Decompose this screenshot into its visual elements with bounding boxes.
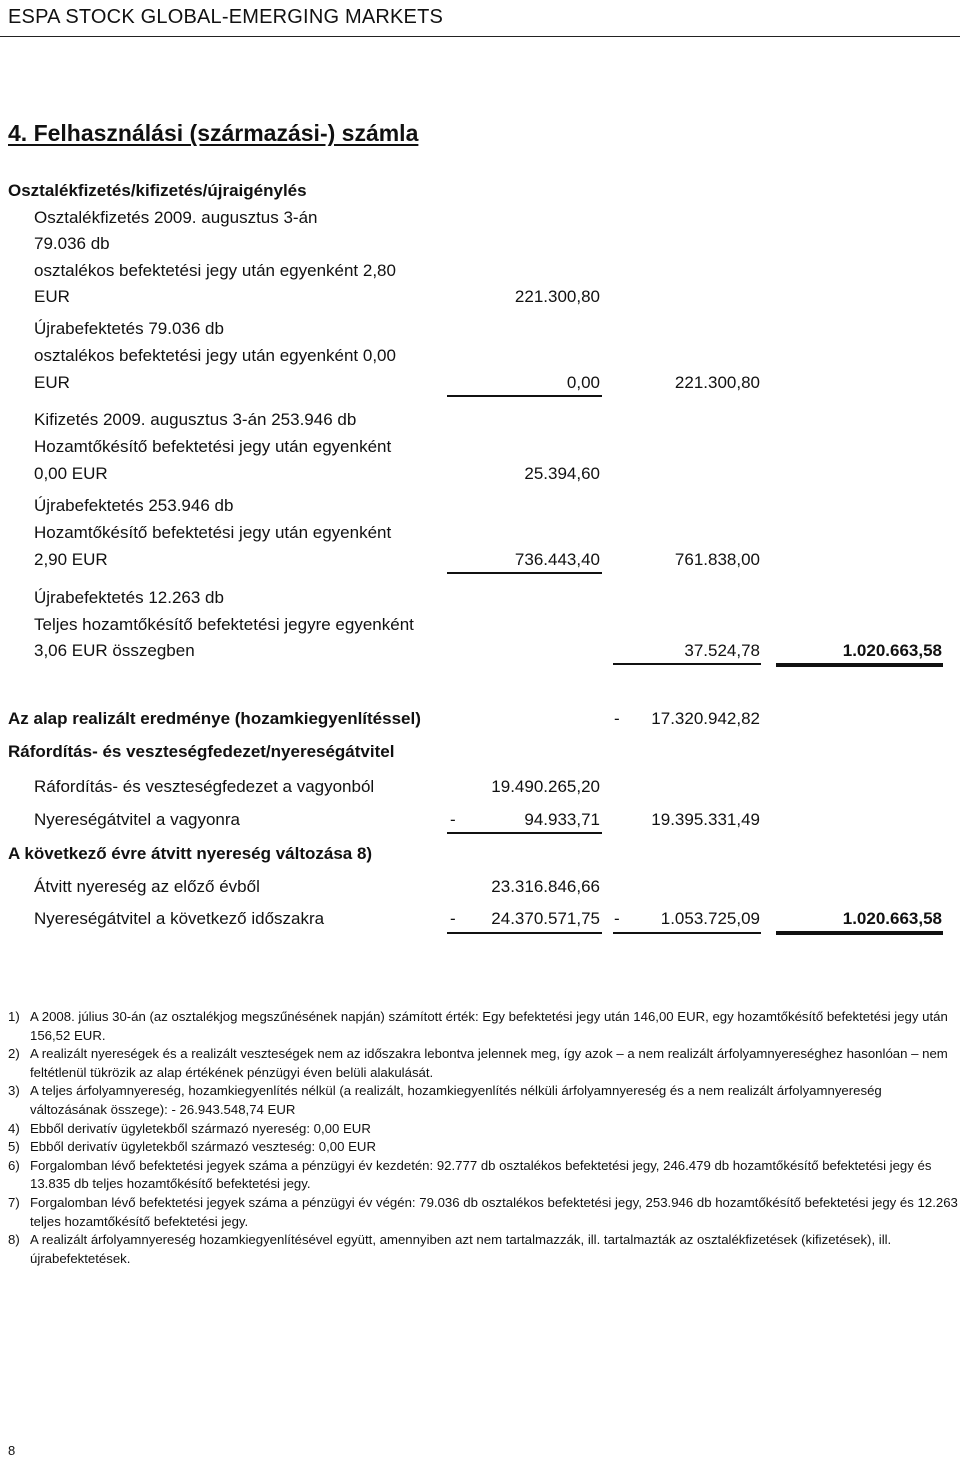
footnote-number: 1) [8,1009,20,1024]
total-rule [776,931,943,935]
footnote-number: 6) [8,1157,20,1173]
dividend-b3-line3: 0,00 EUR [34,464,108,483]
footnote [8,1082,958,1119]
dividend-b4-line3: 2,90 EUR [34,550,108,569]
dividend-b3-value: 25.394,60 [524,464,600,483]
expense-row2-total: 19.395.331,49 [651,810,760,829]
dividend-b4-line2: Hozamtőkésítő befektetési jegy után egyenként [34,523,392,542]
subtotal-rule [447,832,602,834]
dividend-b4-line1: Újrabefektetés 253.946 db [34,496,234,515]
footnote [8,1138,958,1157]
dividend-heading: Osztalékfizetés/kifizetés/újraigénylés [8,181,307,200]
footnote [8,1157,958,1194]
header-divider [0,36,960,37]
subtotal-rule [447,932,602,934]
page-number: 8 [8,1443,16,1458]
dividend-b2-value: 0,00 [566,373,600,392]
subtotal-rule [613,932,761,934]
dividend-b3-line1: Kifizetés 2009. augusztus 3-án 253.946 db [34,410,357,429]
dividend-b3-line2: Hozamtőkésítő befektetési jegy után egyenként [34,437,392,456]
dividend-b5-line1: Újrabefektetés 12.263 db [34,588,224,607]
expense-row1-value: 19.490.265,20 [491,777,600,796]
dividend-b1-value: 221.300,80 [514,287,600,306]
footnote-number: 5) [8,1139,20,1155]
expense-row1-label: Ráfordítás- és veszteségfedezet a vagyonból [34,777,375,796]
footnote-text: Ebből derivatív ügyletekből származó nyereség: 0,00 EUR [30,1120,371,1136]
dividend-b2-line3: EUR [34,373,70,392]
expense-heading: Ráfordítás- és veszteségfedezet/nyereségátvitel [8,742,395,761]
footnote-number: 8) [8,1232,20,1248]
dividend-b5-line3: 3,06 EUR összegben [34,641,195,660]
subtotal-rule [447,395,602,397]
next-row2-value: 24.370.571,75 [491,909,600,928]
subtotal-rule [613,663,761,665]
footnote [8,1231,958,1268]
result-value: 17.320.942,82 [651,709,760,728]
footnote-text: A 2008. július 30-án (az osztalékjog megszűnésének napján) számított érték: Egy befektetési jegy után 146,00 EUR, egy hozamtőkésítő befektetési jegy után 156,52 EUR. [30,1009,948,1043]
dividend-b4-total: 761.838,00 [674,550,760,569]
footnote-number: 3) [8,1083,20,1099]
dividend-b2-line2: osztalékos befektetési jegy után egyenként 0,00 [34,346,396,365]
dividend-b2-line1: Újrabefektetés 79.036 db [34,319,224,338]
subtotal-rule [447,572,602,574]
dividend-b1-line1: Osztalékfizetés 2009. augusztus 3-án [34,208,318,227]
footnote-text: Forgalomban lévő befektetési jegyek száma a pénzügyi év végén: 79.036 db osztalékos befektetési jegy, 253.946 db hozamtőkésítő befektetési jegy és 12.263 teljes hozamtőkésítő befektetési jegy. [30,1194,958,1229]
expense-row2-label: Nyereségátvitel a vagyonra [34,810,241,829]
next-row2-total: 1.053.725,09 [660,909,760,928]
dividend-b2-total: 221.300,80 [674,373,760,392]
footnote-number: 4) [8,1120,20,1136]
footnote-text: A realizált nyereségek és a realizált veszteségek nem az időszakra lebontva jelennek meg, így azok – a nem realizált árfolyamnyereséghez hasonlóan – nem feltétlenül tükrözik az alap értékének pénzügyi éven belüli alakulását. [30,1046,948,1080]
footnote-text: Forgalomban lévő befektetési jegyek száma a pénzügyi év kezdetén: 92.777 db osztalékos befektetési jegy, 246.479 db hozamtőkésítő befektetési jegy és 13.835 db teljes hozamtőkésítő befektetési jegy. [30,1157,932,1192]
expense-row2-sign: - [450,810,456,829]
dividend-b1-line2: 79.036 db [34,234,110,253]
footnote [8,1008,958,1045]
section-title: 4. Felhasználási (származási-) számla [8,120,419,146]
dividend-b1-line3: osztalékos befektetési jegy után egyenként 2,80 [34,261,396,280]
dividend-b5-value: 37.524,78 [684,641,760,660]
footnote [8,1194,958,1231]
footnote-number: 2) [8,1046,20,1062]
footnote [8,1120,958,1139]
dividend-b1-line4: EUR [34,287,70,306]
footnote-text: Ebből derivatív ügyletekből származó veszteség: 0,00 EUR [30,1139,376,1155]
dividend-b5-line2: Teljes hozamtőkésítő befektetési jegyre egyenként [34,615,414,634]
result-sign: - [614,709,620,728]
footnote-number: 7) [8,1194,20,1210]
next-heading: A következő évre átvitt nyereség változása 8) [8,844,373,863]
footnotes [8,1008,958,1268]
footnote-text: A teljes árfolyamnyereség, hozamkiegyenlítés nélkül (a realizált, hozamkiegyenlítés nélküli árfolyamnyereség és a nem realizált árfolyamnyereség változásának összege): - 26.943.548,74 EUR [30,1083,882,1117]
next-row2-sign: - [450,909,456,928]
total-rule [776,663,943,667]
next-row2-sign2: - [614,909,620,928]
next-row2-label: Nyereségátvitel a következő időszakra [34,909,325,928]
result-label: Az alap realizált eredménye (hozamkiegyenlítéssel) [8,709,421,728]
next-row2-grand: 1.020.663,58 [842,909,942,928]
next-row1-label: Átvitt nyereség az előző évből [34,877,260,896]
next-row1-value: 23.316.846,66 [491,877,600,896]
document-header-title: ESPA STOCK GLOBAL-EMERGING MARKETS [8,6,444,28]
dividend-grand-total: 1.020.663,58 [842,641,942,660]
footnote-text: A realizált árfolyamnyereség hozamkiegyenlítésével együtt, amennyiben azt nem tartalmazzák, ill. tartalmazták az osztalékfizetések (kifizetések), ill. újrabefektetések. [30,1232,892,1266]
footnote [8,1045,958,1082]
dividend-b4-value: 736.443,40 [514,550,600,569]
expense-row2-value: 94.933,71 [524,810,600,829]
